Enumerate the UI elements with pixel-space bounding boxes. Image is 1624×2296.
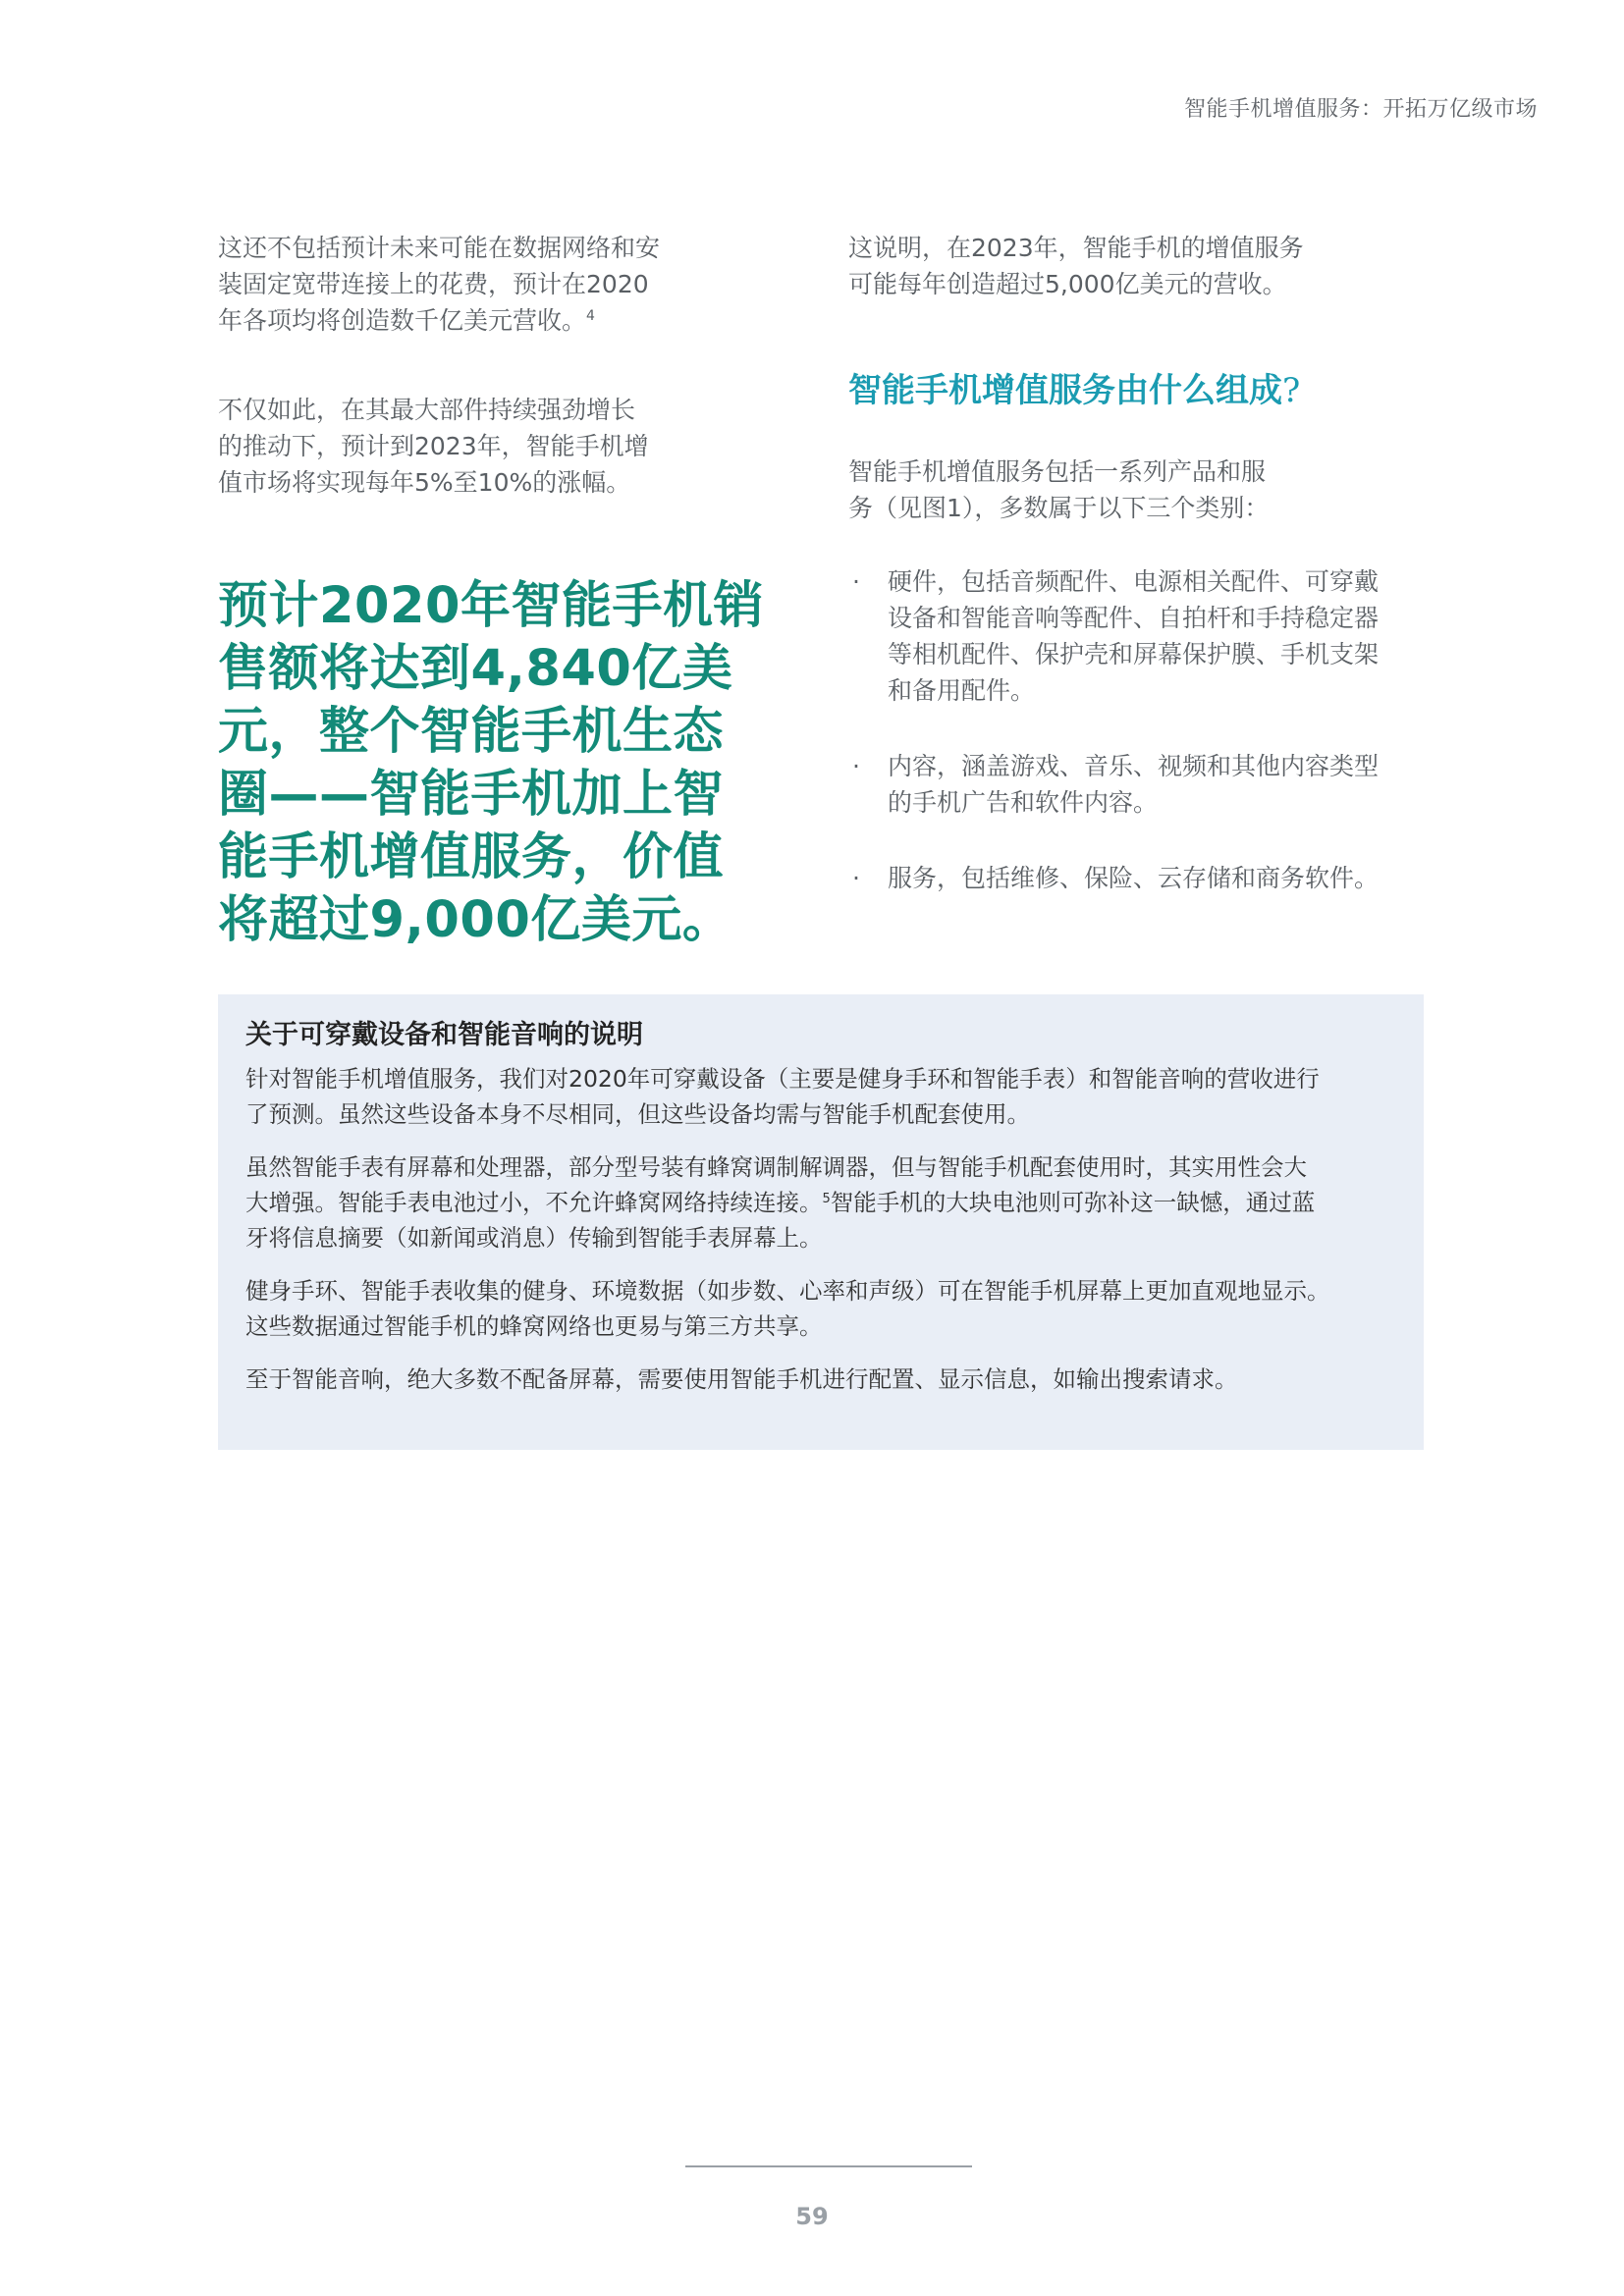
bullet-icon: · bbox=[852, 567, 860, 596]
text-line: 可能每年创造超过5,000亿美元的营收。 bbox=[848, 270, 1287, 298]
text-line: 健身手环、智能手表收集的健身、环境数据（如步数、心率和声级）可在智能手机屏幕上更加直观地显示。 bbox=[245, 1277, 1330, 1305]
list-item-services bbox=[848, 860, 1428, 896]
pull-quote bbox=[218, 575, 768, 952]
sidebar-paragraph-1 bbox=[245, 1061, 1396, 1132]
body-paragraph-1 bbox=[218, 230, 729, 339]
text-line: 和备用配件。 bbox=[888, 676, 1036, 705]
sidebar-paragraph-2 bbox=[245, 1149, 1396, 1255]
intro-paragraph bbox=[848, 454, 1428, 526]
page-number: 59 bbox=[795, 2203, 829, 2230]
footer-divider bbox=[685, 2165, 972, 2167]
text-line: 牙将信息摘要（如新闻或消息）传输到智能手表屏幕上。 bbox=[245, 1224, 823, 1252]
text-line: 设备和智能音响等配件、自拍杆和手持稳定器 bbox=[888, 604, 1380, 632]
pull-quote-line: 圈——智能手机加上智 bbox=[218, 766, 725, 824]
text-line: 智能手机增值服务包括一系列产品和服 bbox=[848, 457, 1267, 486]
text-line: 了预测。虽然这些设备本身不尽相同，但这些设备均需与智能手机配套使用。 bbox=[245, 1100, 1030, 1128]
text-line: 硬件，包括音频配件、电源相关配件、可穿戴 bbox=[888, 567, 1380, 596]
text-line: 智能手机的大块电池则可弥补这一缺憾，通过蓝 bbox=[830, 1189, 1316, 1216]
section-heading bbox=[848, 369, 1428, 412]
pull-quote-line: 能手机增值服务，价值 bbox=[218, 828, 725, 886]
pull-quote-line: 预计2020年智能手机销 bbox=[218, 577, 764, 635]
bullet-icon: · bbox=[852, 864, 860, 892]
sidebar-paragraph-4: 至于智能音响，绝大多数不配备屏幕，需要使用智能手机进行配置、显示信息，如输出搜索请求。 bbox=[245, 1365, 1238, 1393]
footnote-ref: 5 bbox=[822, 1192, 831, 1206]
text-line: 务（见图1），多数属于以下三个类别： bbox=[848, 494, 1270, 522]
text-line: 服务，包括维修、保险、云存储和商务软件。 bbox=[888, 864, 1380, 892]
category-list bbox=[848, 563, 1428, 896]
pull-quote-line: 将超过9,000亿美元。 bbox=[218, 891, 733, 949]
sidebar-paragraph-3 bbox=[245, 1273, 1396, 1344]
text-line: 等相机配件、保护壳和屏幕保护膜、手机支架 bbox=[888, 640, 1380, 668]
text-line: 装固定宽带连接上的花费，预计在2020 bbox=[218, 270, 649, 298]
text-line: 的推动下，预计到2023年，智能手机增 bbox=[218, 432, 649, 460]
list-item-hardware bbox=[848, 563, 1428, 709]
text-line: 内容，涵盖游戏、音乐、视频和其他内容类型 bbox=[888, 752, 1380, 780]
text-line: 这还不包括预计未来可能在数据网络和安 bbox=[218, 234, 661, 262]
question-mark: ? bbox=[1282, 371, 1301, 410]
list-item-content bbox=[848, 748, 1428, 821]
text-line: 值市场将实现每年5%至10%的涨幅。 bbox=[218, 468, 631, 497]
body-paragraph-2 bbox=[218, 392, 729, 501]
pull-quote-line: 元，整个智能手机生态 bbox=[218, 703, 725, 761]
text-line: 这说明，在2023年，智能手机的增值服务 bbox=[848, 234, 1304, 262]
text-line: 年各项均将创造数千亿美元营收。 bbox=[218, 306, 587, 335]
running-header: 智能手机增值服务：开拓万亿级市场 bbox=[1183, 97, 1538, 122]
pull-quote-line: 售额将达到4,840亿美 bbox=[218, 640, 733, 698]
bullet-icon: · bbox=[852, 752, 860, 780]
body-paragraph-3 bbox=[848, 230, 1428, 302]
sidebar-note-box bbox=[218, 994, 1424, 1450]
section-heading-text: 智能手机增值服务由什么组成 bbox=[848, 371, 1282, 410]
left-column bbox=[218, 230, 764, 952]
text-line: 的手机广告和软件内容。 bbox=[888, 788, 1159, 817]
right-column bbox=[848, 230, 1428, 935]
text-line: 虽然智能手表有屏幕和处理器，部分型号装有蜂窝调制解调器，但与智能手机配套使用时，其实用性会大 bbox=[245, 1153, 1307, 1181]
sidebar-title: 关于可穿戴设备和智能音响的说明 bbox=[245, 1020, 643, 1050]
footnote-ref: 4 bbox=[586, 308, 595, 324]
text-line: 不仅如此，在其最大部件持续强劲增长 bbox=[218, 396, 636, 424]
text-line: 这些数据通过智能手机的蜂窝网络也更易与第三方共享。 bbox=[245, 1312, 823, 1340]
text-line: 大增强。智能手表电池过小，不允许蜂窝网络持续连接。 bbox=[245, 1189, 823, 1216]
text-line: 针对智能手机增值服务，我们对2020年可穿戴设备（主要是健身手环和智能手表）和智能音响的营收进行 bbox=[245, 1065, 1320, 1093]
